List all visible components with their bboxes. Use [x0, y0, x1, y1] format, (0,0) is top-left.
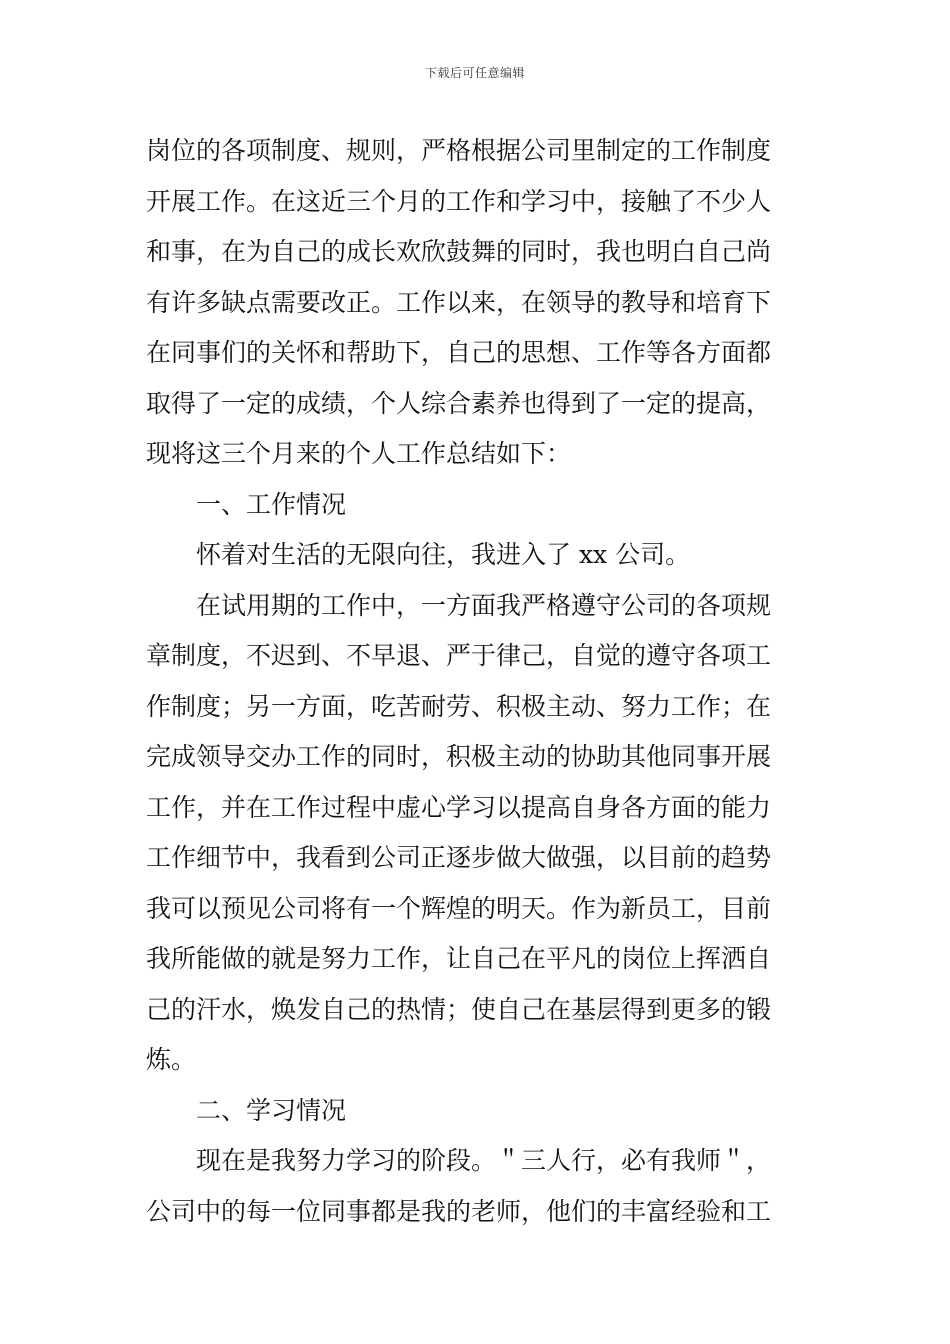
text-line: 己的汗水，焕发自己的热情；使自己在基层得到更多的锻 [146, 994, 772, 1024]
page-header: 下载后可任意编辑 [424, 66, 525, 80]
text-line: 工作细节中，我看到公司正逐步做大做强，以目前的趋势 [146, 843, 772, 872]
text-line: 在同事们的关怀和帮助下，自己的思想、工作等各方面都 [146, 338, 772, 367]
text-line: 炼。 [146, 1045, 197, 1074]
section-heading-work: 一、工作情况 [196, 489, 347, 519]
text-line: 工作，并在工作过程中虚心学习以提高自身各方面的能力 [146, 792, 772, 822]
text-line: 现将这三个月来的个人工作总结如下： [146, 439, 572, 468]
text-line: 和事，在为自己的成长欢欣鼓舞的同时，我也明白自己尚 [146, 237, 772, 266]
text-line: 现在是我努力学习的阶段。＂三人行，必有我师＂， [196, 1146, 772, 1175]
text-line: 公司中的每一位同事都是我的老师，他们的丰富经验和工 [146, 1196, 772, 1226]
text-line: 岗位的各项制度、规则，严格根据公司里制定的工作制度 [146, 136, 772, 165]
text-line: 完成领导交办工作的同时，积极主动的协助其他同事开展 [146, 742, 772, 771]
text-line: 我所能做的就是努力工作，让自己在平凡的岗位上挥洒自 [146, 944, 772, 973]
section-heading-study: 二、学习情况 [196, 1095, 347, 1125]
text-line: 在试用期的工作中，一方面我严格遵守公司的各项规 [196, 590, 772, 620]
text-line: 开展工作。在这近三个月的工作和学习中，接触了不少人 [146, 186, 772, 216]
text-line: 有许多缺点需要改正。工作以来，在领导的教导和培育下 [146, 287, 772, 317]
text-line: 取得了一定的成绩，个人综合素养也得到了一定的提高， [146, 388, 772, 418]
text-line: 作制度；另一方面，吃苦耐劳、积极主动、努力工作；在 [146, 691, 772, 721]
text-line: 怀着对生活的无限向往，我进入了 xx 公司。 [196, 540, 691, 569]
text-line: 章制度，不迟到、不早退、严于律己，自觉的遵守各项工 [146, 641, 772, 670]
text-line: 我可以预见公司将有一个辉煌的明天。作为新员工，目前 [146, 893, 772, 923]
document-body [146, 126, 810, 1237]
